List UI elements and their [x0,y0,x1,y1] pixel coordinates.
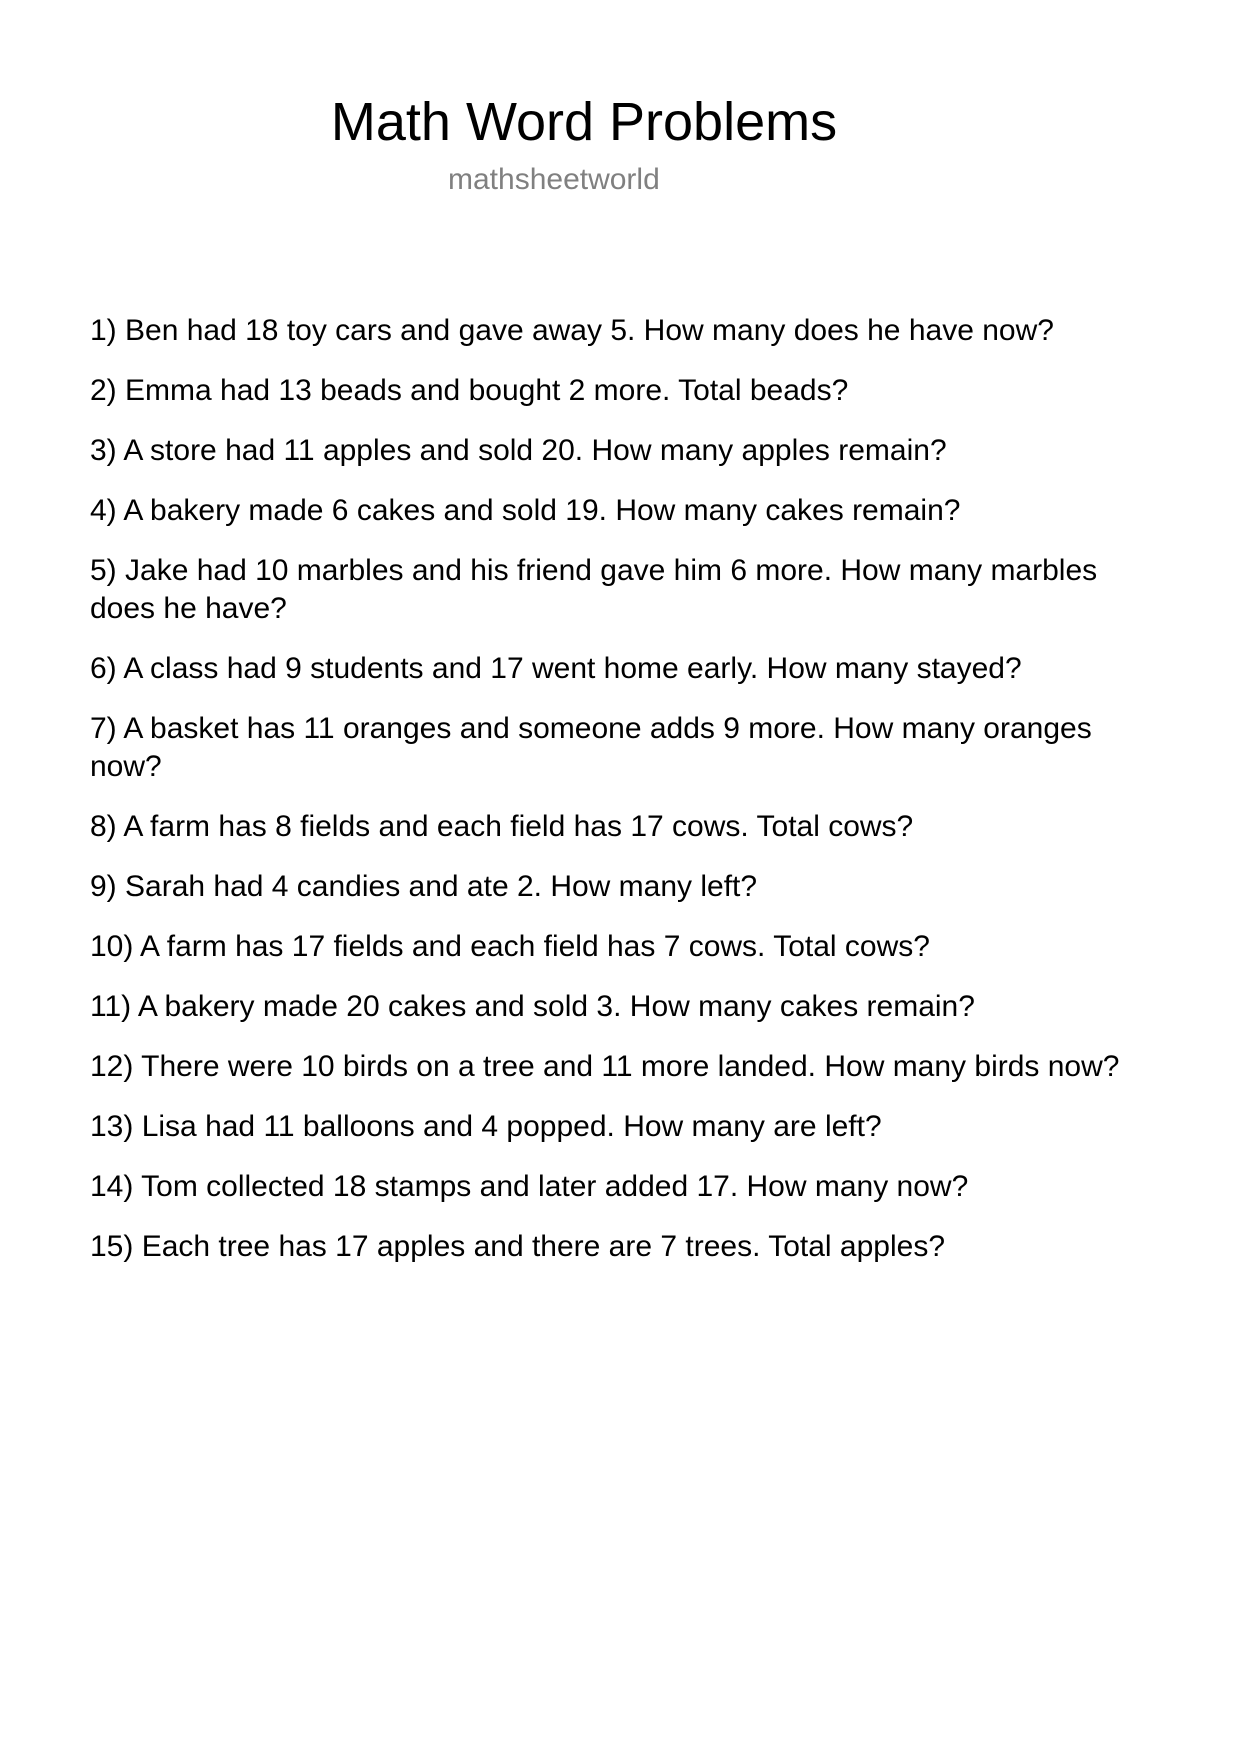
page-subtitle: mathsheetworld [448,163,660,196]
problem-item-4: 4) A bakery made 6 cakes and sold 19. How many cakes remain? [90,494,961,527]
problem-item-7: 7) A basket has 11 oranges and someone adds 9 more. How many oranges now? [90,712,1092,783]
page-title: Math Word Problems [330,92,838,152]
problem-item-8: 8) A farm has 8 fields and each field has 17 cows. Total cows? [90,810,914,843]
problem-item-11: 11) A bakery made 20 cakes and sold 3. How many cakes remain? [90,990,975,1023]
problem-item-15: 15) Each tree has 17 apples and there are 7 trees. Total apples? [90,1230,946,1263]
problem-item-13: 13) Lisa had 11 balloons and 4 popped. How many are left? [90,1110,882,1143]
problem-item-14: 14) Tom collected 18 stamps and later added 17. How many now? [90,1170,969,1203]
problem-item-6: 6) A class had 9 students and 17 went home early. How many stayed? [90,652,1022,685]
problem-item-5: 5) Jake had 10 marbles and his friend gave him 6 more. How many marbles does he have? [90,554,1098,625]
problem-item-1: 1) Ben had 18 toy cars and gave away 5. How many does he have now? [90,314,1054,347]
problem-item-12: 12) There were 10 birds on a tree and 11 more landed. How many birds now? [90,1050,1120,1083]
problem-item-10: 10) A farm has 17 fields and each field has 7 cows. Total cows? [90,930,930,963]
problem-item-2: 2) Emma had 13 beads and bought 2 more. Total beads? [90,374,849,407]
problem-item-3: 3) A store had 11 apples and sold 20. How many apples remain? [90,434,947,467]
problem-item-9: 9) Sarah had 4 candies and ate 2. How many left? [90,870,758,903]
problem-list [90,312,1150,1288]
